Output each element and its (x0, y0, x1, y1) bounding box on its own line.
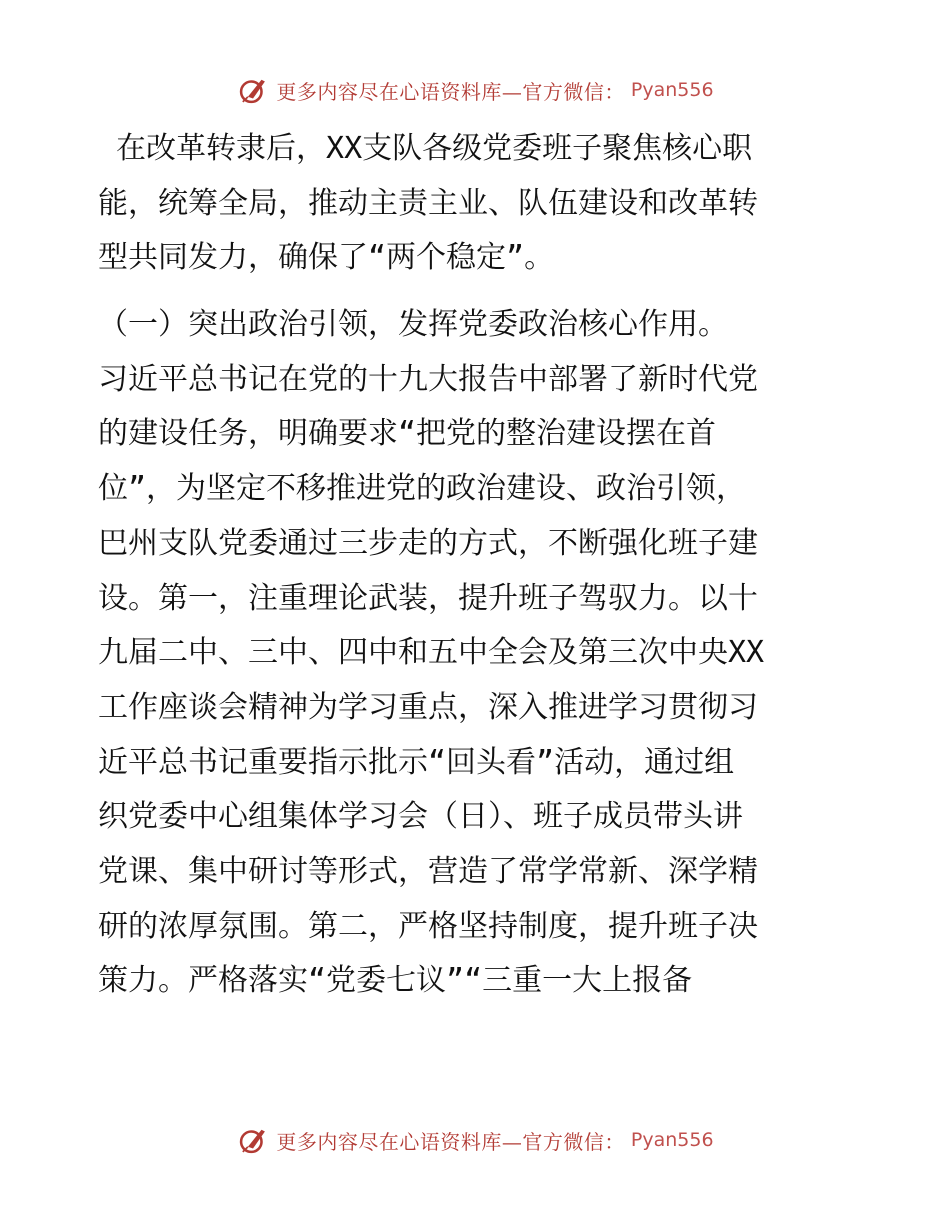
text-line: 研的浓厚氛围。第二，严格坚持制度，提升班子决 (98, 908, 758, 944)
quill-pen-logo-icon (236, 1123, 270, 1157)
text-line: 策力。严格落实“党委七议”“三重一大上报备 (98, 963, 693, 999)
watermark-wechat-id: Pyan556 (630, 1129, 714, 1151)
footer-watermark (0, 1120, 950, 1160)
text-line: 织党委中心组集体学习会（日）、班子成员带头讲 (98, 799, 743, 835)
text-line: 位”，为坚定不移推进党的政治建设、政治引领， (98, 471, 747, 507)
watermark-text: 更多内容尽在心语资料库—官方微信： (276, 79, 625, 104)
text-line: 型共同发力，确保了“两个稳定”。 (98, 240, 555, 276)
text-line: 习近平总书记在党的十九大报告中部署了新时代党 (98, 361, 758, 397)
document-body (98, 122, 868, 1009)
section-heading-line: （一）突出政治引领，发挥党委政治核心作用。 (98, 307, 728, 343)
watermark-text: 更多内容尽在心语资料库—官方微信： (276, 1129, 625, 1154)
header-watermark (0, 70, 950, 110)
text-line: 巴州支队党委通过三步走的方式，不断强化班子建 (98, 525, 758, 561)
text-line: 九届二中、三中、四中和五中全会及第三次中央XX (98, 635, 765, 671)
text-line: 能，统筹全局，推动主责主业、队伍建设和改革转 (98, 185, 758, 221)
text-line: 的建设任务，明确要求“把党的整治建设摆在首 (98, 416, 717, 452)
text-line: 在改革转隶后，XX支队各级党委班子聚焦核心职 (98, 131, 753, 166)
text-line: 设。第一，注重理论武装，提升班子驾驭力。以十 (98, 580, 758, 616)
paragraph-2 (98, 298, 868, 1009)
quill-pen-logo-icon (236, 73, 270, 107)
text-line: 近平总书记重要指示批示“回头看”活动，通过组 (98, 744, 735, 780)
text-line: 工作座谈会精神为学习重点，深入推进学习贯彻习 (98, 689, 758, 725)
watermark-wechat-id: Pyan556 (630, 79, 714, 101)
paragraph-1 (98, 122, 868, 286)
text-line: 党课、集中研讨等形式，营造了常学常新、深学精 (98, 853, 758, 889)
